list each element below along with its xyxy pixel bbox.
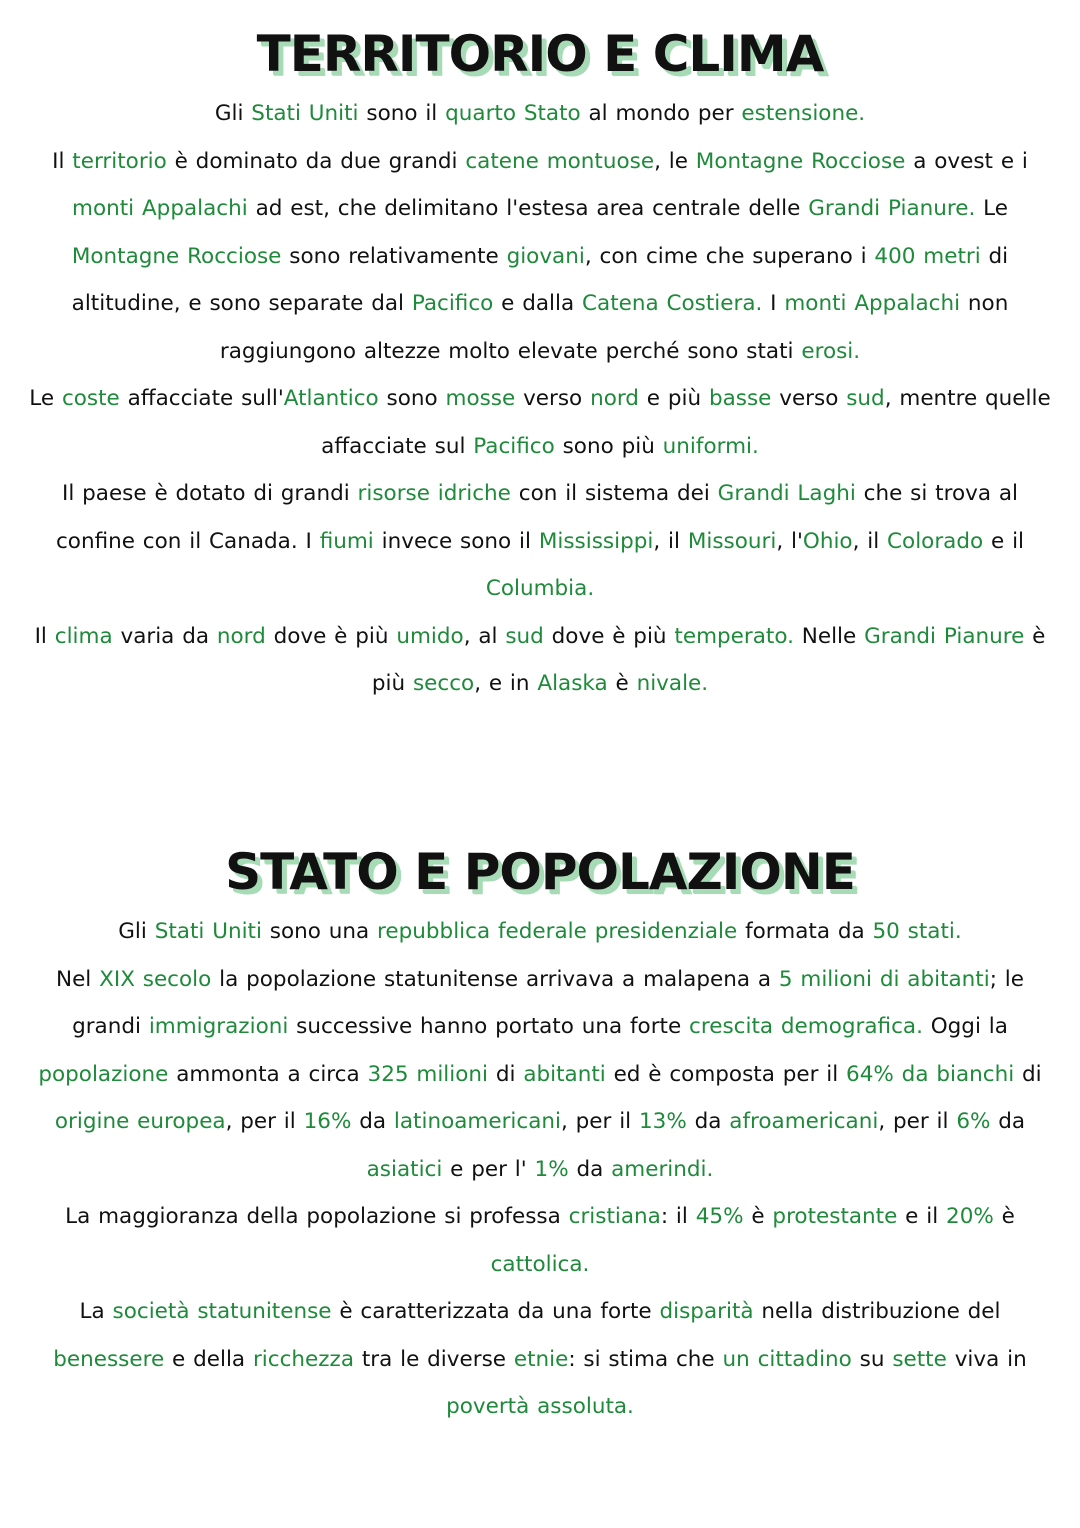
highlighted-term: Grandi Pianure.	[808, 196, 976, 221]
highlighted-term: Missouri	[687, 528, 777, 554]
highlighted-term: monti Appalachi	[72, 196, 248, 221]
text-run: a ovest e i	[905, 148, 1028, 174]
highlighted-term: risorse idriche	[357, 481, 511, 506]
text-run: dove è più	[543, 623, 675, 649]
highlighted-term: società statunitense	[112, 1299, 332, 1324]
highlighted-term: Columbia.	[485, 576, 595, 601]
text-run: , mentre quelle affacciate sul	[321, 386, 1051, 459]
text-run: è	[607, 671, 637, 696]
text-run: Il paese è dotato di grandi	[61, 481, 358, 506]
text-run: dove è più	[265, 623, 397, 649]
text-run: , il	[653, 528, 688, 554]
highlighted-term: territorio	[72, 148, 167, 174]
text-run: Nelle	[793, 623, 865, 649]
highlighted-term: Colorado	[887, 528, 984, 554]
section-stato-e-popolazione	[0, 840, 1080, 1431]
highlighted-term: Mississippi	[538, 528, 654, 554]
paragraph	[0, 613, 1080, 708]
section-territorio-e-clima	[0, 22, 1080, 708]
highlighted-term: Alaska	[537, 671, 608, 696]
text-run: di	[1014, 1061, 1042, 1087]
paragraph	[0, 1288, 1080, 1431]
highlighted-term: 64% da bianchi	[846, 1061, 1015, 1087]
text-run: e più	[638, 386, 709, 411]
highlighted-term: 20%	[946, 1204, 994, 1229]
highlighted-term: Catena Costiera.	[582, 291, 763, 316]
highlighted-term: coste	[61, 386, 120, 411]
text-run: non raggiungono altezze molto elevate perché sono stati	[219, 291, 1009, 364]
highlighted-term: nord	[590, 386, 639, 411]
highlighted-term: secco	[412, 671, 475, 696]
highlighted-term: quarto Stato	[445, 101, 581, 126]
text-run: : il	[660, 1204, 696, 1229]
highlighted-term: Montagne Rocciose	[71, 243, 282, 269]
highlighted-term: abitanti	[523, 1061, 606, 1087]
text-run: e il	[897, 1204, 947, 1229]
text-run: invece sono il	[373, 528, 539, 554]
highlighted-term: Ohio	[802, 528, 853, 554]
text-run: è	[743, 1204, 773, 1229]
text-run: , le	[654, 148, 696, 174]
highlighted-term: basse	[708, 386, 772, 411]
text-run: viva in	[946, 1346, 1027, 1372]
highlighted-term: 50 stati.	[872, 919, 962, 944]
highlighted-term: popolazione	[38, 1061, 169, 1087]
highlighted-term: un cittadino	[722, 1346, 852, 1372]
text-run: , l'	[776, 528, 803, 554]
paragraph	[0, 908, 1080, 956]
highlighted-term: povertà assoluta.	[446, 1394, 634, 1419]
highlighted-term: Atlantico	[283, 386, 379, 411]
highlighted-term: erosi.	[801, 338, 861, 364]
paragraph	[0, 1193, 1080, 1288]
paragraph	[0, 90, 1080, 138]
highlighted-term: umido	[396, 623, 464, 649]
highlighted-term: uniformi.	[662, 433, 759, 459]
text-run: nella distribuzione del	[753, 1299, 1001, 1324]
highlighted-term: repubblica federale presidenziale	[377, 919, 738, 944]
highlighted-term: etnie	[513, 1346, 569, 1372]
text-run: con il sistema dei	[510, 481, 718, 506]
highlighted-term: Stati Uniti	[251, 101, 359, 126]
text-run: La maggioranza della popolazione si professa	[65, 1204, 569, 1229]
highlighted-term: 5 milioni di abitanti	[778, 966, 990, 992]
highlighted-term: 1%	[534, 1156, 569, 1182]
text-run: è caratterizzata da una forte	[331, 1299, 660, 1324]
highlighted-term: asiatici	[366, 1156, 443, 1182]
text-run: da	[568, 1156, 612, 1182]
text-run: , il	[852, 528, 888, 554]
highlighted-term: 13%	[638, 1109, 687, 1134]
highlighted-term: estensione.	[741, 101, 866, 126]
text-run: Gli	[118, 919, 155, 944]
highlighted-term: nord	[216, 623, 266, 649]
text-run: I	[762, 291, 785, 316]
text-run: , con cime che superano i	[584, 243, 875, 269]
paragraph	[0, 956, 1080, 1194]
highlighted-term: 6%	[956, 1109, 991, 1134]
highlighted-term: sud	[505, 623, 544, 649]
highlighted-term: temperato.	[674, 623, 794, 649]
text-run: è dominato da due grandi	[166, 148, 466, 174]
highlighted-term: cattolica.	[490, 1251, 590, 1277]
highlighted-term: XIX secolo	[99, 966, 212, 992]
text-run: Gli	[214, 101, 252, 126]
highlighted-term: Stati Uniti	[154, 919, 262, 944]
text-run: di altitudine, e sono separate dal	[71, 243, 1009, 316]
text-run: , al	[463, 623, 506, 649]
text-run: : si stima che	[568, 1346, 723, 1372]
text-run: sono più	[554, 433, 663, 459]
highlighted-term: sud	[846, 386, 885, 411]
highlighted-term: benessere	[53, 1346, 165, 1372]
text-run: sono una	[261, 919, 378, 944]
text-run: su	[851, 1346, 893, 1372]
text-run: Il	[34, 623, 55, 649]
text-run: e per l'	[442, 1156, 535, 1182]
highlighted-term: Pacifico	[473, 433, 555, 459]
highlighted-term: giovani	[506, 243, 585, 269]
text-run: sono il	[358, 101, 446, 126]
text-run: Oggi la	[922, 1014, 1008, 1039]
text-run: Nel	[56, 966, 100, 992]
paragraph	[0, 375, 1080, 470]
text-run: ad est, che delimitano l'estesa area centrale delle	[247, 196, 809, 221]
highlighted-term: Pacifico	[411, 291, 494, 316]
text-run: , per il	[878, 1109, 957, 1134]
text-run: ammonta a circa	[168, 1061, 368, 1087]
text-run: Il	[52, 148, 73, 174]
highlighted-term: 325 milioni	[367, 1061, 489, 1087]
text-run: è più	[371, 623, 1046, 696]
highlighted-term: crescita demografica.	[689, 1014, 923, 1039]
highlighted-term: mosse	[445, 386, 516, 411]
highlighted-term: clima	[54, 623, 113, 649]
text-run: sono relativamente	[281, 243, 507, 269]
highlighted-term: 16%	[303, 1109, 352, 1134]
text-run: verso	[771, 386, 847, 411]
highlighted-term: latinoamericani	[393, 1109, 561, 1134]
highlighted-term: protestante	[772, 1204, 898, 1229]
highlighted-term: 400 metri	[874, 243, 981, 269]
highlighted-term: Grandi Laghi	[717, 481, 856, 506]
section-title: TERRITORIO E CLIMA	[256, 25, 824, 83]
text-run: da	[351, 1109, 394, 1134]
paragraph	[0, 470, 1080, 613]
text-run: e il	[983, 528, 1025, 554]
paragraph	[0, 138, 1080, 376]
highlighted-term: disparità	[659, 1299, 754, 1324]
highlighted-term: afroamericani	[729, 1109, 879, 1134]
highlighted-term: catene montuose	[465, 148, 655, 174]
text-run: verso	[515, 386, 591, 411]
section-title: STATO E POPOLAZIONE	[225, 843, 855, 901]
text-run: di	[488, 1061, 524, 1087]
text-run: e dalla	[493, 291, 583, 316]
text-run: e della	[164, 1346, 253, 1372]
text-run: da	[686, 1109, 730, 1134]
highlighted-term: Montagne Rocciose	[695, 148, 906, 174]
highlighted-term: ricchezza	[252, 1346, 355, 1372]
text-run: Le	[29, 386, 62, 411]
highlighted-term: sette	[892, 1346, 947, 1372]
text-run: La	[79, 1299, 113, 1324]
highlighted-term: fiumi	[319, 528, 374, 554]
text-run: varia da	[112, 623, 217, 649]
highlighted-term: nivale.	[636, 671, 709, 696]
text-run: , per il	[560, 1109, 639, 1134]
text-run: da	[990, 1109, 1026, 1134]
text-run: la popolazione statunitense arrivava a malapena a	[211, 966, 779, 992]
text-run: successive hanno portato una forte	[288, 1014, 690, 1039]
text-run: è	[993, 1204, 1015, 1229]
highlighted-term: 45%	[695, 1204, 744, 1229]
highlighted-term: Grandi Pianure	[864, 623, 1025, 649]
text-run: al mondo per	[580, 101, 742, 126]
text-run: ; le grandi	[72, 966, 1024, 1039]
text-run: che si trova al confine con il Canada. I	[55, 481, 1019, 554]
text-run: sono	[378, 386, 446, 411]
text-run: formata da	[737, 919, 873, 944]
highlighted-term: monti Appalachi	[784, 291, 961, 316]
highlighted-term: immigrazioni	[148, 1014, 289, 1039]
highlighted-term: amerindi.	[611, 1156, 714, 1182]
text-run: Le	[975, 196, 1008, 221]
text-run: ed è composta per il	[605, 1061, 847, 1087]
text-run: , e in	[474, 671, 538, 696]
text-run: tra le diverse	[354, 1346, 514, 1372]
highlighted-term: cristiana	[568, 1204, 661, 1229]
text-run: , per il	[225, 1109, 304, 1134]
highlighted-term: origine europea	[54, 1109, 226, 1134]
text-run: affacciate sull'	[119, 386, 284, 411]
